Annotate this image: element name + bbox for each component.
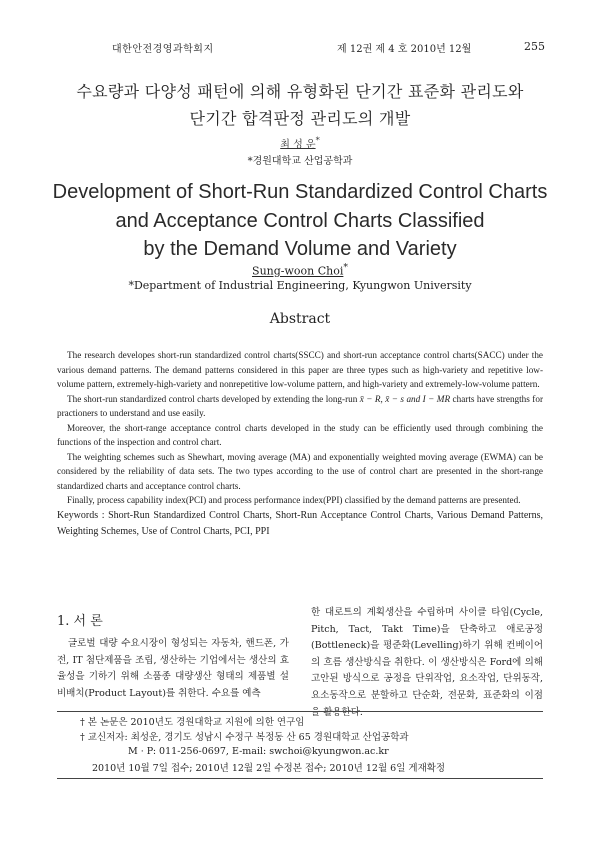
keywords: Keywords : Short-Run Standardized Control Charts, Short-Run Acceptance Control Charts, Various Demand Patterns, Weighting Schemes, Use of Control Charts, PCI, PPI — [57, 509, 543, 537]
abstract-paragraph-4: The weighting schemes such as Shewhart, moving average (MA) and exponentially weighted moving average (EWMA) can be considered by the reliability of data sets. The two types according to the use of control chart are presented in the short-range standardized charts and acceptance control charts. — [57, 451, 543, 491]
body-left-column — [57, 636, 289, 702]
abstract-p2-end: charts have strengths for practioners to understand and use easily. — [57, 393, 543, 418]
journal-name: 대한안전경영과학회지 — [112, 44, 214, 55]
korean-author — [0, 135, 600, 150]
body-right-column — [311, 605, 543, 721]
english-author-mark: * — [343, 262, 348, 273]
page-number: 255 — [524, 40, 545, 53]
body-right-text: 한 대로트의 계획생산을 수립하며 사이클 타임(Cycle, Pitch, Tact, Takt Time)을 단축하고 애로공정(Bottleneck)을 평준화(Levelling)하기 위해 컨베이어의 흐름 생산방식을 취한다. 이 생산방식은 Ford에 의해 고안된 방식으로 공정을 단위작업, 요소작업, 단위동작, 요소동작으로 분할하고 단순화, 전문화, 표준화의 이점을 활용한다. — [311, 607, 543, 718]
english-author — [0, 262, 600, 278]
footnote-contact: M · P: 011-256-0697, E-mail: swchoi@kyungwon.ac.kr — [128, 746, 389, 757]
abstract-p2-start: The short-run standardized control charts developed by extending the long-run — [67, 393, 360, 404]
bottom-divider — [57, 778, 543, 779]
english-author-name: Sung-woon Choi — [252, 264, 344, 278]
abstract-paragraph-2 — [57, 392, 543, 421]
korean-title-line2: 단기간 합격판정 관리도의 개발 — [189, 109, 411, 128]
footnote-corresponding-author: † 교신저자: 최성운, 경기도 성남시 수정구 복정동 산 65 경원대학교 산업공학과 — [80, 732, 409, 743]
korean-author-mark: * — [315, 135, 320, 145]
footnote-funding: † 본 논문은 2010년도 경원대학교 지원에 의한 연구임 — [80, 717, 305, 728]
english-title-line1: Development of Short-Run Standardized Control Charts — [52, 181, 548, 203]
abstract-paragraph-1: The research developes short-run standardized control charts(SSCC) and short-run acceptance control charts(SACC) under the various demand patterns. The demand patterns considered in this paper are three types such as high-variety and repetitive low-volume pattern, extremely-high-variety and nonrepetitive low-volume pattern, and high-variety and extremely-low-volume pattern. — [57, 350, 543, 389]
abstract-heading: Abstract — [269, 311, 331, 327]
footnote-dates: 2010년 10월 7일 접수; 2010년 12월 2일 수정본 접수; 2010년 12월 6일 게재확정 — [92, 763, 446, 774]
english-title-line3: by the Demand Volume and Variety — [143, 238, 457, 260]
body-left-text: 글로벌 대량 수요시장이 형성되는 자동차, 핸드폰, 가전, IT 첨단제품을 조립, 생산하는 기업에서는 생산의 효율성을 기하기 위해 소품종 대량생산 형태의 제품별 설비배치(Product Layout)를 취한다. 수요를 예측 — [57, 638, 289, 699]
issue-info: 제 12권 제 4 호 2010년 12월 — [337, 44, 472, 55]
korean-author-name: 최 성 운 — [280, 139, 316, 151]
abstract-paragraph-5: Finally, process capability index(PCI) and process performance index(PPI) classified by the demand patterns are presented. — [67, 495, 521, 505]
korean-affiliation: *경원대학교 산업공학과 — [247, 156, 353, 167]
section-heading: 1. 서 론 — [57, 614, 103, 629]
english-title-line2: and Acceptance Control Charts Classified — [115, 210, 485, 232]
abstract-p2-math: x̄ − R, x̄ − s and I − MR — [359, 393, 451, 404]
footnote-divider — [57, 711, 543, 712]
english-affiliation: *Department of Industrial Engineering, Kyungwon University — [128, 279, 472, 292]
abstract-paragraph-3: Moreover, the short-range acceptance control charts developed in the study can be efficiently used through combining the functions of the inspection and control chart. — [57, 422, 543, 447]
abstract-body — [57, 348, 543, 540]
korean-title-line1: 수요량과 다양성 패턴에 의해 유형화된 단기간 표준화 관리도와 — [76, 82, 524, 101]
